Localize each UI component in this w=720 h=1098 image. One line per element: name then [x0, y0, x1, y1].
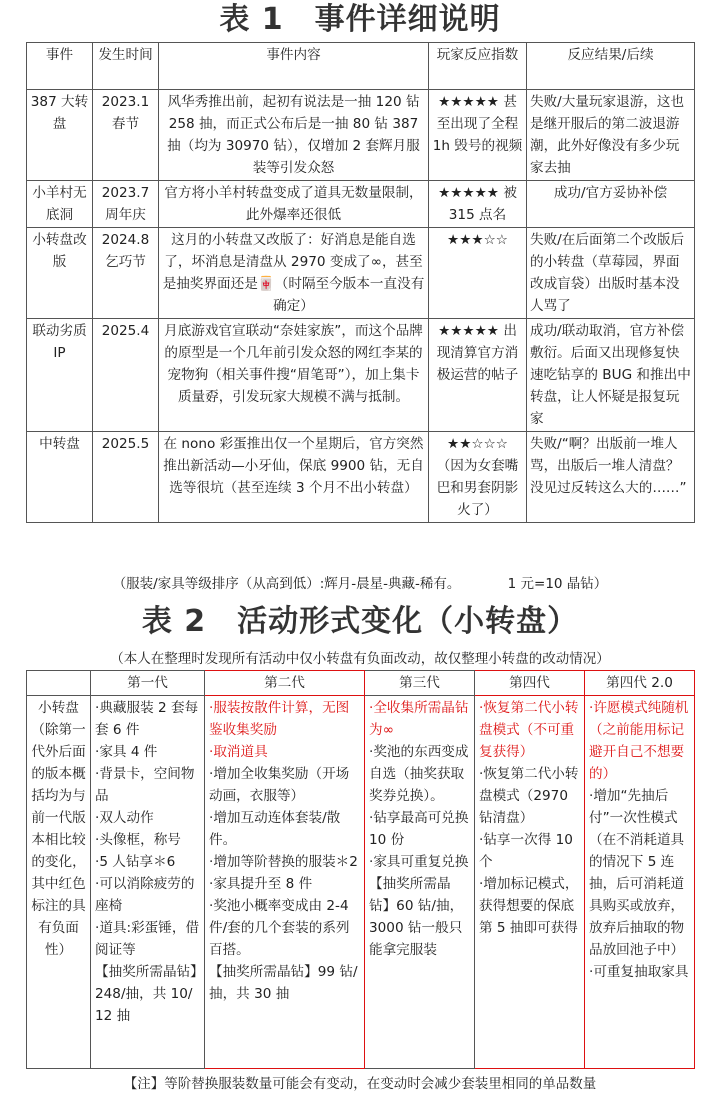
list-item: ·奖池小概率变成由 2-4 件/套的几个套装的系列百搭。: [209, 898, 350, 958]
list-item: ·5 人钻享＊6: [95, 854, 176, 870]
table-row: [27, 319, 695, 432]
list-item: ·全收集所需晶钻为∞: [369, 700, 469, 738]
list-item: ·背景卡，空间物品: [95, 766, 195, 804]
header-event: 事件: [27, 43, 93, 90]
table-row: [27, 432, 695, 523]
table-header-row: [27, 671, 695, 696]
col-gen2: [205, 696, 365, 1069]
table-header-row: [27, 43, 695, 90]
list-item: ·增加“先抽后付”一次性模式（在不消耗道具的情况下 5 连抽，后可消耗道具购买或放弃，放弃后抽取的物品放回池子中）: [589, 788, 685, 958]
cell-event: 387 大转盘: [27, 90, 93, 181]
table-row: [27, 228, 695, 319]
table1-title: 表 1 事件详细说明: [219, 2, 501, 37]
event-table: [26, 42, 695, 523]
header-content: 事件内容: [159, 43, 429, 90]
list-item: ·典藏服装 2 套每套 6 件: [95, 700, 199, 738]
list-item: ·增加互动连体套装/散件。: [209, 810, 341, 848]
cell-content: 风华秀推出前，起初有说法是一抽 120 钻 258 抽，而正式公布后是一抽 80 钻 387 抽（均为 30970 钻），仅增加 2 套辉月服装等引发众怒: [159, 90, 429, 181]
cell-result: 失败/大量玩家退游，这也是继开服后的第二波退游潮，此外好像没有多少玩家去抽: [527, 90, 695, 181]
header-blank: [27, 671, 91, 696]
list-item: ·家具提升至 8 件: [209, 876, 313, 892]
header-gen3: 第三代: [365, 671, 475, 696]
list-item: ·增加标记模式，获得想要的保底第 5 抽即可获得: [479, 876, 579, 936]
table2-title: 表 2 活动形式变化（小转盘）: [141, 604, 579, 639]
list-item: ·可重复抽取家具: [589, 964, 689, 980]
list-item: ·恢复第二代小转盘模式（不可重复获得）: [479, 700, 579, 760]
cell-time: 2025.4: [93, 319, 159, 432]
list-item: ·增加等阶替换的服装＊2: [209, 854, 358, 870]
cell-reaction: ★★★★★ 被 315 点名: [429, 181, 527, 228]
cell-reaction: ★★★★★ 甚至出现了全程 1h 毁号的视频: [429, 90, 527, 181]
list-item: ·取消道具: [209, 744, 268, 760]
list-item: ·可以消除疲劳的座椅: [95, 876, 195, 914]
header-time: 发生时间: [93, 43, 159, 90]
cell-event: 小转盘改版: [27, 228, 93, 319]
list-item: ·增加全收集奖励（开场动画，衣服等）: [209, 766, 350, 804]
list-item: ·钻享最高可兑换 10 份: [369, 810, 469, 848]
col-gen1: [91, 696, 205, 1069]
cell-reaction: ★★☆☆☆ （因为女套嘴巴和男套阴影火了）: [429, 432, 527, 523]
header-result: 反应结果/后续: [527, 43, 695, 90]
cell-result: 成功/官方妥协补偿: [527, 181, 695, 228]
cell-time: 2023.7 周年庆: [93, 181, 159, 228]
cell-content: 官方将小羊村转盘变成了道具无数量限制，此外爆率还很低: [159, 181, 429, 228]
col-gen4-2: [585, 696, 695, 1069]
cell-reaction: ★★★☆☆: [429, 228, 527, 319]
list-item: ·家具 4 件: [95, 744, 158, 760]
header-gen2: 第二代: [205, 671, 365, 696]
list-item: ·服装按散件计算，无图鉴收集奖励: [209, 700, 350, 738]
header-gen4-2: 第四代 2.0: [585, 671, 695, 696]
col-gen4: [475, 696, 585, 1069]
table2-footnote: 【注】等阶替换服装数量可能会有变动，在变动时会减少套装里相同的单品数量: [123, 1076, 597, 1092]
cell-content: 在 nono 彩蛋推出仅一个星期后，官方突然推出新活动—小牙仙，保底 9900 钻，无自选等很坑（甚至连续 3 个月不出小转盘）: [159, 432, 429, 523]
version-table: [26, 670, 695, 1069]
header-reaction: 玩家反应指数: [429, 43, 527, 90]
list-item: 【抽奖所需晶钻】248/抽，共 10/12 抽: [95, 964, 197, 1024]
cell-time: 2023.1 春节: [93, 90, 159, 181]
table-row: [27, 181, 695, 228]
list-item: ·家具可重复兑换: [369, 854, 469, 870]
list-item: 【抽奖所需晶钻】99 钻/抽，共 30 抽: [209, 964, 358, 1002]
list-item: ·恢复第二代小转盘模式（2970 钻清盘）: [479, 766, 579, 826]
table1-footnote: （服装/家具等级排序（从高到低）:辉月-晨星-典藏-稀有。 1 元=10 晶钻）: [112, 576, 608, 592]
header-gen4: 第四代: [475, 671, 585, 696]
cell-content: 月底游戏官宣联动“奈娃家族”，而这个品牌的原型是一个几年前引发众怒的网红李某的宠物狗（相关事件搜“眉笔哥”），加上集卡质量孬，引发玩家大规模不满与抵制。: [159, 319, 429, 432]
side-note: 小转盘（除第一代外后面的版本概括均为与前一代版本相比较的变化，其中红色标注的具有负面性）: [27, 696, 91, 1069]
list-item: ·许愿模式纯随机（之前能用标记避开自己不想要的）: [589, 700, 689, 782]
list-item: ·道具:彩蛋锤，借阅证等: [95, 920, 200, 958]
cell-event: 联动劣质 IP: [27, 319, 93, 432]
cell-reaction: ★★★★★ 出现清算官方消极运营的帖子: [429, 319, 527, 432]
list-item: ·奖池的东西变成自选（抽奖获取奖券兑换）。: [369, 744, 469, 804]
cell-result: 成功/联动取消，官方补偿敷衍。后面又出现修复快速吃钻享的 BUG 和推出中转盘，让人怀疑是报复玩家: [527, 319, 695, 432]
table2-subtitle: （本人在整理时发现所有活动中仅小转盘有负面改动，故仅整理小转盘的改动情况）: [110, 651, 610, 667]
col-gen3: [365, 696, 475, 1069]
list-item: ·头像框，称号: [95, 832, 181, 848]
cell-time: 2024.8 乞巧节: [93, 228, 159, 319]
cell-event: 中转盘: [27, 432, 93, 523]
list-item: ·钻享一次得 10 个: [479, 832, 573, 870]
cell-content: 这月的小转盘又改版了：好消息是能自选了，坏消息是清盘从 2970 变成了∞，甚至是抽奖界面还是🀄（时隔至今版本一直没有确定）: [159, 228, 429, 319]
cell-result: 失败/在后面第二个改版后的小转盘（草莓园，界面改成盲袋）出版时基本没人骂了: [527, 228, 695, 319]
list-item: ·双人动作: [95, 810, 154, 826]
cell-event: 小羊村无底洞: [27, 181, 93, 228]
table-row: [27, 90, 695, 181]
cell-result: 失败/“啊？出版前一堆人骂，出版后一堆人清盘？没见过反转这么大的……”: [527, 432, 695, 523]
header-gen1: 第一代: [91, 671, 205, 696]
cell-time: 2025.5: [93, 432, 159, 523]
table-row: [27, 696, 695, 1069]
list-item: 【抽奖所需晶钻】60 钻/抽，3000 钻一般只能拿完服装: [369, 876, 464, 958]
